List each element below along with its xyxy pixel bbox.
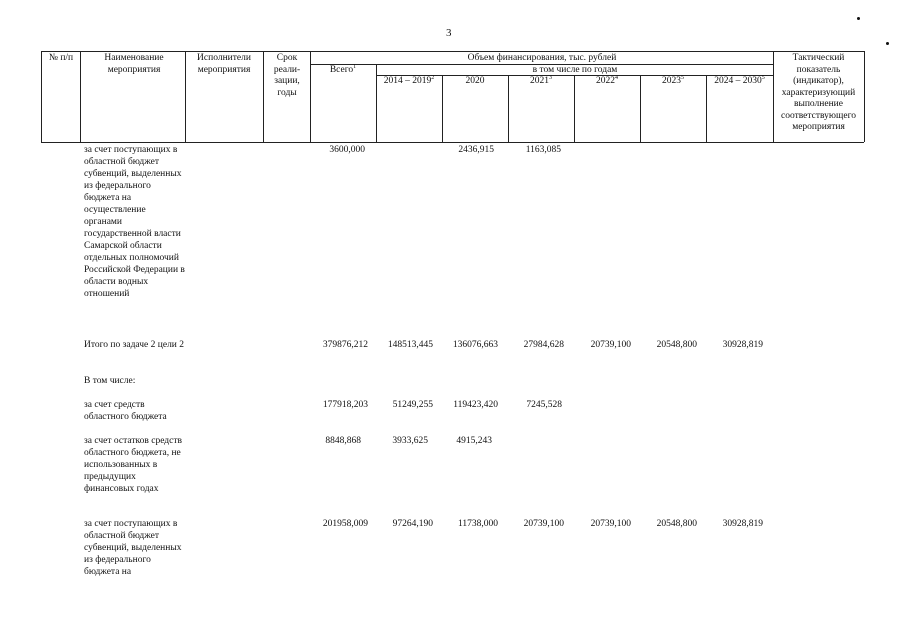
header-year-2021: 2021$^3$ (530, 74, 552, 86)
cell-2020: 4915,243 (456, 436, 492, 446)
cell-2022: 20739,100 (590, 340, 631, 350)
cell-total: 177918,203 (322, 400, 368, 410)
header-year-2020: 2020 (465, 76, 485, 86)
scan-speck (886, 42, 889, 45)
cell-2020: 2436,915 (458, 145, 494, 155)
header-name: Наименование мероприятия (104, 53, 164, 75)
header-executors: Исполнители мероприятия (197, 53, 251, 75)
header-indicator: Тактический показатель (индикатор), характеризующий выполнение соответствующего мероприятия (781, 53, 856, 132)
header-year-2023: 2023$^5$ (662, 74, 684, 86)
row-name: В том числе: (84, 376, 136, 386)
header-by-year: в том числе по годам (532, 65, 618, 75)
cell-2020: 11738,000 (457, 519, 498, 529)
header-year-2024-2030: 2024 – 2030$^5$ (714, 74, 765, 86)
header-year-2022: 2022$^4$ (596, 74, 618, 86)
cell-2024-2030: 30928,819 (722, 340, 763, 350)
cell-total: 379876,212 (322, 340, 368, 350)
cell-2021: 20739,100 (523, 519, 564, 529)
cell-total: 201958,009 (322, 519, 368, 529)
cell-2014-2019: 3933,625 (392, 436, 428, 446)
page-number: 3 (446, 27, 452, 39)
header-total: Всего$^1$ (329, 63, 357, 75)
cell-2014-2019: 97264,190 (392, 519, 433, 529)
row-name: Итого по задаче 2 цели 2 (84, 340, 185, 350)
cell-2023: 20548,800 (656, 340, 697, 350)
row-name: за счет остатков средств областного бюджета, не использованных в предыдущих финансовых годах (84, 436, 182, 494)
header-num: № п/п (48, 53, 74, 63)
row-name: за счет поступающих в областной бюджет субвенций, выделенных из федерального бюджета на (84, 519, 182, 577)
header-year-2014-2019: 2014 – 2019$^2$ (383, 74, 435, 86)
cell-total: 3600,000 (329, 145, 365, 155)
cell-2020: 136076,663 (452, 340, 498, 350)
row-name: за счет средств областного бюджета (84, 400, 167, 422)
scan-speck (857, 17, 860, 20)
cell-2020: 119423,420 (453, 400, 498, 410)
cell-2014-2019: 148513,445 (387, 340, 433, 350)
cell-2014-2019: 51249,255 (392, 400, 433, 410)
cell-2024-2030: 30928,819 (722, 519, 763, 529)
cell-2021: 27984,628 (523, 340, 564, 350)
cell-2021: 1163,085 (525, 145, 561, 155)
row-name: за счет поступающих в областной бюджет субвенций, выделенных из федерального бюджета на осуществление органами государственной власти Самарской области отдельных полномочий Российской Федерации в области водных отношений (84, 145, 185, 299)
header-funding: Объем финансирования, тыс. рублей (467, 53, 617, 63)
cell-2021: 7245,528 (526, 400, 562, 410)
cell-2022: 20739,100 (590, 519, 631, 529)
cell-total: 8848,868 (325, 436, 361, 446)
header-period: Срок реали-зации, годы (273, 53, 301, 98)
cell-2023: 20548,800 (656, 519, 697, 529)
